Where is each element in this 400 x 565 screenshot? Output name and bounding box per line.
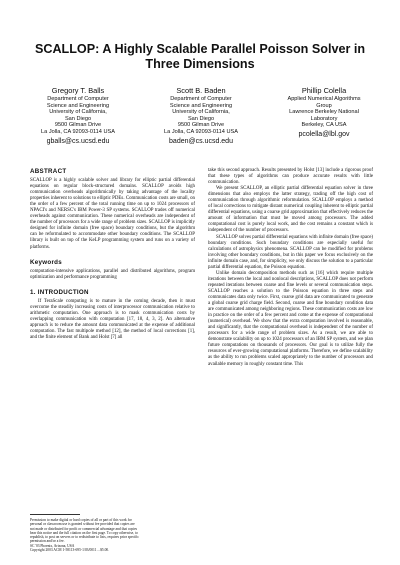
- author-email: gballs@cs.ucsd.edu: [46, 137, 110, 145]
- author-3: [262, 85, 386, 140]
- footnote-line: Permission to make digital or hard copies of all or part of this work for: [30, 518, 132, 522]
- author-name: Phillip Colella: [301, 86, 347, 95]
- author-affiliation: Science and Engineering: [169, 102, 233, 109]
- keywords-heading: Keywords: [30, 258, 62, 266]
- author-affiliation: Group: [316, 102, 332, 109]
- author-block: [16, 85, 386, 155]
- author-2: [139, 85, 263, 147]
- body-paragraph: take this second approach. Results presented by Holst [13] include a rigorous proof that these types of algorithms can produce accurate results with little communication.: [208, 168, 373, 186]
- left-column: [30, 168, 195, 341]
- footnote-line: permission and/or a fee.: [30, 539, 65, 544]
- author-affiliation: University of California,: [49, 109, 107, 116]
- copyright-footnote: [30, 518, 195, 552]
- author-name: Scott B. Baden: [176, 86, 226, 95]
- author-affiliation: Lawrence Berkeley National: [289, 109, 359, 116]
- author-affiliation: Department of Computer: [47, 96, 109, 102]
- body-paragraph: Unlike domain decomposition methods such as [16] which require multiple iterations between the local and nonlocal descriptions, SCALLOP does not perform repeated iterations between coarse and fine levels or several communication steps. SCALLOP reaches a solution to the Poisson equation in three steps and communicates data only twice. First, coarse grid data are communicated to generate a global coarse grid charge field. Second, coarse and fine boundary condition data are communicated among neighboring regions. These communication costs are low in practice on the order of a few percent and come at the expense of computational (numerical) overhead. We show that the extra computation involved is reasonable, and significantly, that the computational overhead is independent of the number of processors for a wide range of problem sizes. As a result, we are able to demonstrate scalability on up to 1024 processors of an IBM SP system, and we plan future computations on thousands of processors. Our goal is to utilize fully the resources of ever-growing computational platforms. Therefore, we define scalability as the ability to run problems scaled appropriately to the number of processors and available memory in roughly constant time. This: [208, 270, 373, 367]
- author-affiliation: San Diego: [187, 115, 215, 122]
- author-affiliation: Science and Engineering: [46, 102, 110, 109]
- footnote-line: not made or distributed for profit or commercial advantage and that copies: [30, 526, 138, 531]
- keywords-text: computation-intensive applications, parallel and distributed algorithms, program optimization and performance programming: [30, 268, 195, 280]
- paper-title: SCALLOP: A Highly Scalable Parallel Poisson Solver in Three Dimensions: [34, 42, 366, 71]
- author-affiliation: Laboratory: [310, 115, 338, 122]
- author-address: 9500 Gilman Drive: [177, 122, 225, 129]
- author-address: Berkeley, CA USA: [301, 122, 347, 129]
- author-affiliation: University of California,: [172, 109, 230, 116]
- footnote-line: personal or classroom use is granted without fee provided that copies are: [30, 522, 135, 527]
- footnote-line: republish, to post on servers or to redistribute to lists, requires prior specific: [30, 535, 139, 540]
- author-affiliation: Department of Computer: [170, 96, 232, 102]
- body-paragraph: SCALLOP solves partial differential equations with infinite domain (free space) boundary conditions. Such boundary conditions are especially useful for calculations of astrophysics phenomena. SCALLOP can be modified for problems involving other boundary conditions, but in this paper we focus exclusively on the infinite domain case, and, for simplicity, we only discuss the solution to a particular partial differential equation, the Poisson equation.: [208, 234, 373, 270]
- author-address: 9500 Gilman Drive: [54, 122, 102, 129]
- author-name: Gregory T. Balls: [51, 86, 105, 95]
- introduction-text: If TeraScale computing is to mature in the coming decade, then it must overcome the steadily increasing costs of interprocessor communication relative to arithmetic computation. One approach is to mask communication costs by overlapping communication with computation [17, 18, 4, 3, 2]. An alternative approach is to reduce the amount data communicated at the expense of additional computation. The fast multipole method [12], the method of local corrections [1], and the finite element of Bank and Holst [7] all: [30, 298, 195, 340]
- author-1: [16, 85, 140, 147]
- footnote-line: SC '03 Phoenix, Arizona, USA: [30, 543, 75, 548]
- abstract-text: SCALLOP is a highly scalable solver and library for elliptic partial differential equations on regular block-structured domains. SCALLOP avoids high communication overheads algorithmically by taking advantage of the locality properties inherent to solutions to elliptic PDEs. Communication costs are small, on the order of a few percent of the total running time on up to 1024 processors of NPACI's and NERSC's IBM Power-3 SP systems. SCALLOP trades off numerical overheads against communication. These numerical overheads are independent of the number of processors for a wide range of problem sizes. SCALLOP is implicitly designed for infinite domain (free space) boundary conditions, but the algorithm can be reformulated to accommodate other boundary conditions. The SCALLOP library is built on top of the KeLP programming system and runs on a variety of platforms.: [30, 178, 195, 250]
- author-address: La Jolla, CA 92093-0114 USA: [41, 128, 115, 135]
- footnote-line: bear this notice and the full citation on the first page. To copy otherwise, to: [30, 530, 138, 535]
- right-column: [208, 168, 373, 368]
- author-email: baden@cs.ucsd.edu: [169, 137, 233, 145]
- body-paragraph: We present SCALLOP, an elliptic partial differential equation solver in three dimensions that also employs the latter strategy, trading off the high cost of communication through algorithmic reformulation. SCALLOP employs a method of local corrections to mitigate distant numerical coupling inherent to elliptic partial differential equations, using a coarse grid approximation that effectively reduces the amount of information that must be moved among processors. The added computational cost is purely local work, and the cost remains a constant which is independent of the number of processors.: [208, 186, 373, 234]
- footnote-line: Copyright 2003 ACM 1-58113-695-1/03/0011 ...$5.00.: [30, 548, 110, 553]
- abstract-heading: ABSTRACT: [30, 168, 67, 175]
- introduction-heading: 1. INTRODUCTION: [30, 288, 89, 296]
- author-email: pcolella@lbl.gov: [298, 130, 350, 138]
- footnote-rule: [30, 514, 80, 515]
- author-address: La Jolla, CA 92093-0114 USA: [164, 128, 238, 135]
- author-affiliation: San Diego: [64, 115, 92, 122]
- author-affiliation: Applied Numerical Algorithms: [287, 96, 361, 102]
